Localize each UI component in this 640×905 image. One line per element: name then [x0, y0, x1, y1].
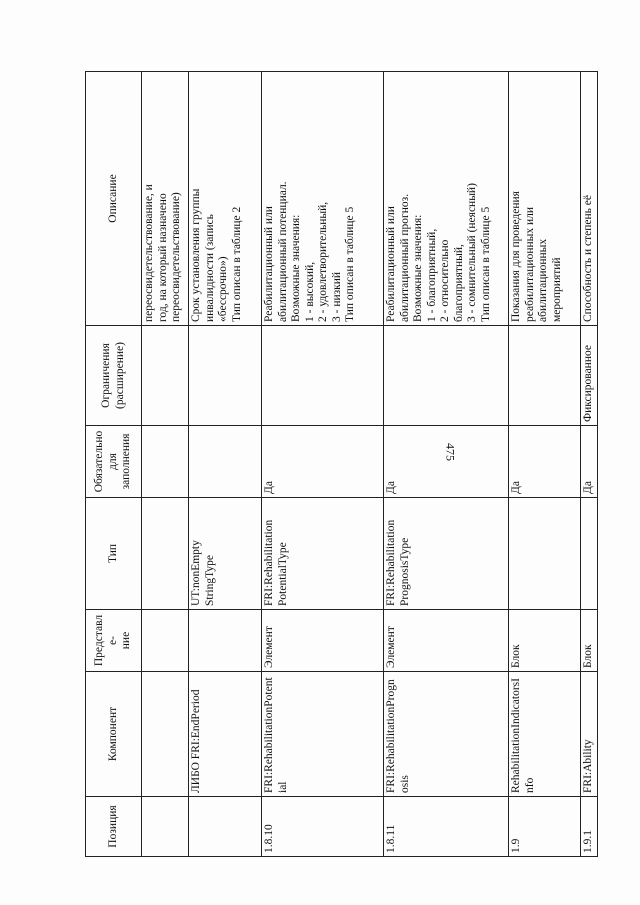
cell-position: 1.9 [509, 797, 581, 857]
cell-type [581, 498, 598, 610]
cell-type: UT:nonEmpty StringType [189, 498, 262, 610]
cell-description: Срок установления группы инвалидности (запись «бессрочно») Тип описан в таблице 2 [189, 72, 262, 326]
cell-position [142, 797, 189, 857]
header-required: Обязательно для заполнения [86, 426, 142, 498]
cell-representation: Элемент [262, 610, 384, 672]
cell-restrictions [384, 326, 509, 426]
header-representation: Представле- ние [86, 610, 142, 672]
cell-representation: Блок [509, 610, 581, 672]
cell-required: Да [262, 426, 384, 498]
header-row [86, 72, 142, 857]
specification-table [85, 71, 598, 857]
table-row [384, 72, 509, 857]
cell-component: FRI:RehabilitationPrognosis [384, 672, 509, 797]
cell-component: ЛИБО FRI:EndPeriod [189, 672, 262, 797]
header-type: Тип [86, 498, 142, 610]
cell-representation [189, 610, 262, 672]
cell-restrictions [509, 326, 581, 426]
cell-type [142, 498, 189, 610]
cell-required [142, 426, 189, 498]
cell-required [189, 426, 262, 498]
cell-description: переосвидетельствование, и год, на который назначено переосвидетельствование) [142, 72, 189, 326]
table-row [142, 72, 189, 857]
header-position: Позиция [86, 797, 142, 857]
table-row [509, 72, 581, 857]
cell-restrictions [262, 326, 384, 426]
cell-description: Способность и степень её [581, 72, 598, 326]
cell-component: FRI:RehabilitationPotential [262, 672, 384, 797]
cell-type: FRI:Rehabilitation PrognosisType [384, 498, 509, 610]
cell-position: 1.8.11 [384, 797, 509, 857]
cell-description: Реабилитационный или абилитационный потенциал. Возможные значения: 1 - высокий, 2 - удовлетворительный, 3 - низкий Тип описан в таблице 5 [262, 72, 384, 326]
table-row [189, 72, 262, 857]
cell-representation: Элемент [384, 610, 509, 672]
cell-required: Да [509, 426, 581, 498]
rotated-table-container [85, 72, 595, 857]
cell-component: FRI:Ability [581, 672, 598, 797]
cell-type: FRI:Rehabilitation PotentialType [262, 498, 384, 610]
cell-representation: Блок [581, 610, 598, 672]
cell-component [142, 672, 189, 797]
cell-required: Да [581, 426, 598, 498]
cell-representation [142, 610, 189, 672]
table-row [262, 72, 384, 857]
page-number: 475 [443, 443, 458, 461]
header-component: Компонент [86, 672, 142, 797]
header-description: Описание [86, 72, 142, 326]
cell-restrictions [142, 326, 189, 426]
cell-component: RehabilitationIndicatorsInfo [509, 672, 581, 797]
table-row [581, 72, 598, 857]
cell-restrictions [189, 326, 262, 426]
cell-required: Да [384, 426, 509, 498]
cell-position: 1.8.10 [262, 797, 384, 857]
cell-type [509, 498, 581, 610]
cell-position: 1.9.1 [581, 797, 598, 857]
cell-description: Реабилитационный или абилитационный прогноз. Возможные значения: 1 - благоприятный, 2 - относительно благоприятный, 3 - сомнительный (неясный) Тип описан в таблице 5 [384, 72, 509, 326]
cell-description: Показания для проведения реабилитационных или абилитационных мероприятий [509, 72, 581, 326]
cell-restrictions: Фиксированное [581, 326, 598, 426]
cell-position [189, 797, 262, 857]
header-restrictions: Ограничения (расширение) [86, 326, 142, 426]
